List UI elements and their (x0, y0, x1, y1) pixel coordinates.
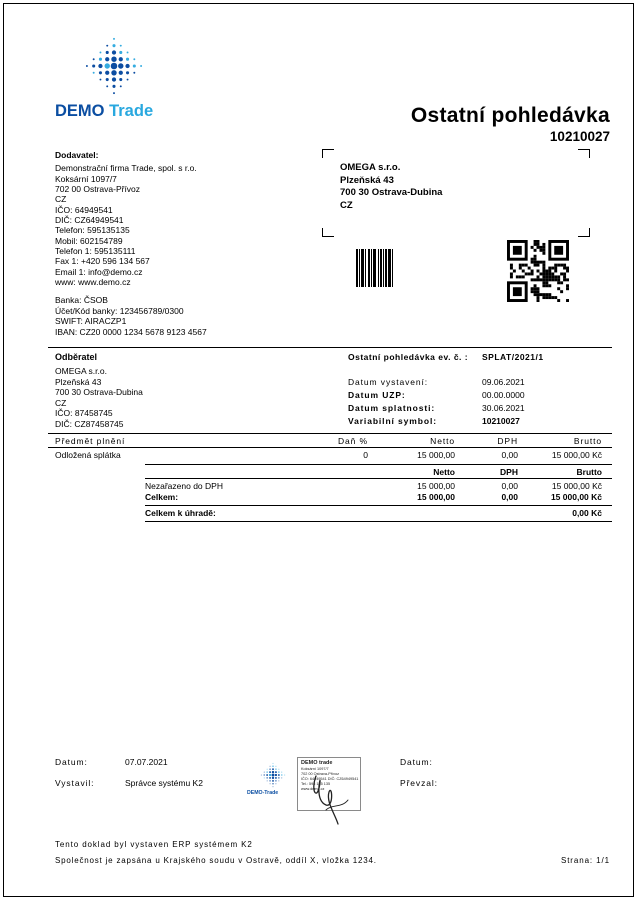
address-corner-mark (578, 228, 590, 237)
stamp-title: DEMO trade (301, 760, 333, 766)
summary-header-netto: Netto (433, 467, 455, 477)
table-header-line (48, 447, 612, 448)
amount-due-value: 0,00 Kč (572, 508, 602, 518)
erp-note: Tento doklad byl vystaven ERP systémem K2 (55, 840, 253, 849)
summary-row-dph: 0,00 (501, 481, 518, 491)
detail-label: Datum splatnosti: (348, 403, 436, 413)
stamp-logo (260, 762, 286, 790)
section-divider (48, 347, 612, 348)
issued-by-value: Správce systému K2 (125, 778, 203, 788)
supplier-line: Fax 1: +420 596 134 567 (55, 256, 150, 267)
summary-total-dph: 0,00 (501, 492, 518, 502)
supplier-line: 702 00 Ostrava-Přívoz (55, 184, 141, 195)
brand-logo-dots-icon (84, 36, 144, 96)
recipient-line: OMEGA s.r.o. (340, 162, 401, 173)
customer-line: IČO: 87458745 (55, 408, 113, 419)
summary-row-netto: 15 000,00 (417, 481, 455, 491)
supplier-line: Telefon 1: 595135111 (55, 246, 136, 257)
stamp-line: Koksární 1097/7 (301, 767, 329, 771)
items-header-tax: Daň % (337, 436, 368, 446)
detail-value: 30.06.2021 (482, 403, 525, 413)
supplier-block (55, 150, 305, 337)
received-by-label: Převzal: (400, 778, 438, 788)
recipient-line: CZ (340, 199, 353, 211)
qr-code (507, 240, 569, 304)
doc-ref-label: Ostatní pohledávka ev. č. : (348, 352, 469, 362)
signature (302, 770, 362, 828)
customer-line: DIČ: CZ87458745 (55, 418, 124, 429)
supplier-gap (55, 287, 305, 295)
supplier-line: DIČ: CZ64949541 (55, 215, 124, 226)
table-top-line (48, 433, 612, 434)
stamp-logo-text (247, 790, 278, 796)
brand-trade-text: Trade (109, 102, 154, 120)
customer-label: Odběratel (55, 352, 98, 362)
items-header-brutto: Brutto (573, 436, 602, 446)
customer-block (55, 366, 143, 430)
detail-label: Datum UZP: (348, 390, 406, 400)
summary-header-dph: DPH (500, 467, 518, 477)
detail-label: Datum vystavení: (348, 377, 429, 387)
supplier-line: Demonstrační firma Trade, spol. s r.o. (55, 163, 197, 174)
recipient-line: 700 30 Ostrava-Dubina (340, 187, 443, 198)
items-header-netto: Netto (430, 436, 455, 446)
doc-ref-value: SPLAT/2021/1 (482, 352, 544, 362)
supplier-line: Email 1: info@demo.cz (55, 266, 143, 277)
summary-header-line (145, 478, 612, 479)
customer-line: CZ (55, 397, 67, 408)
item-subject: Odložená splátka (55, 450, 121, 460)
item-netto: 15 000,00 (417, 450, 455, 460)
summary-row-brutto: 15 000,00 Kč (551, 481, 602, 491)
issue-date-label: Datum: (55, 757, 88, 767)
supplier-line: IČO: 64949541 (55, 204, 113, 215)
page-number: Strana: 1/1 (560, 856, 610, 865)
items-header-dph: DPH (497, 436, 518, 446)
total-bottom-line (145, 521, 612, 522)
stamp-line: Tel.: 595 135 135 (301, 782, 331, 787)
supplier-line: Koksární 1097/7 (55, 173, 117, 184)
brand-demo-text: DEMO (55, 102, 105, 120)
customer-line: OMEGA s.r.o. (55, 366, 107, 376)
supplier-bank-line: Účet/Kód banky: 123456789/0300 (55, 305, 184, 316)
registry-note: Společnost je zapsána u Krajského soudu v Ostravě, oddíl X, vložka 1234. (55, 856, 377, 865)
summary-total-brutto: 15 000,00 Kč (550, 492, 602, 502)
receive-date-label: Datum: (400, 757, 433, 767)
summary-total-netto: 15 000,00 (417, 492, 455, 502)
address-corner-mark (322, 149, 334, 158)
supplier-bank-line: IBAN: CZ20 0000 1234 5678 9123 4567 (55, 326, 207, 337)
address-corner-mark (322, 228, 334, 237)
item-brutto: 15 000,00 Kč (551, 450, 602, 460)
recipient-address (340, 162, 442, 212)
supplier-line: Mobil: 602154789 (55, 235, 123, 246)
item-tax: 0 (363, 450, 368, 460)
summary-top-line (145, 464, 612, 465)
supplier-line: www: www.demo.cz (55, 277, 131, 288)
detail-value: 09.06.2021 (482, 377, 525, 387)
detail-value: 10210027 (482, 416, 520, 426)
brand-wordmark (55, 101, 153, 121)
item-dph: 0,00 (501, 450, 518, 460)
supplier-label: Dodavatel: (55, 150, 99, 160)
address-corner-mark (578, 149, 590, 158)
summary-header-brutto: Brutto (576, 467, 602, 477)
document-number: 10210027 (549, 129, 610, 144)
supplier-bank-line: SWIFT: AIRACZP1 (55, 316, 127, 327)
page-title: Ostatní pohledávka (410, 104, 610, 127)
items-header-subject: Předmět plnění (55, 436, 126, 446)
supplier-line: Telefon: 595135135 (55, 225, 130, 236)
issued-by-label: Vystavil: (55, 778, 95, 788)
customer-line: Plzeňská 43 (55, 376, 102, 387)
detail-label: Variabilní symbol: (348, 416, 437, 426)
detail-value: 00.00.0000 (482, 390, 525, 400)
supplier-line: CZ (55, 194, 67, 205)
recipient-line: Plzeňská 43 (340, 174, 394, 186)
summary-row-label: Nezařazeno do DPH (145, 481, 223, 491)
total-top-line (145, 505, 612, 506)
stamp-line: 702 00 Ostrava-Přívoz (301, 772, 339, 777)
stamp-line: www.demo.cz (301, 787, 325, 792)
summary-total-row-label: Celkem: (145, 492, 179, 502)
supplier-bank-line: Banka: ČSOB (55, 295, 108, 306)
customer-line: 700 30 Ostrava-Dubina (55, 387, 143, 398)
stamp-line: IČO: 64949541 DIČ: CZ64949541 (301, 777, 359, 782)
barcode (356, 249, 394, 289)
stamp-logo-dots-icon (260, 762, 286, 788)
amount-due-label: Celkem k úhradě: (145, 508, 216, 518)
brand-logo (84, 36, 144, 98)
stamp-logo-wordmark: DEMO-Trade (247, 790, 279, 796)
issue-date-value: 07.07.2021 (125, 757, 168, 767)
